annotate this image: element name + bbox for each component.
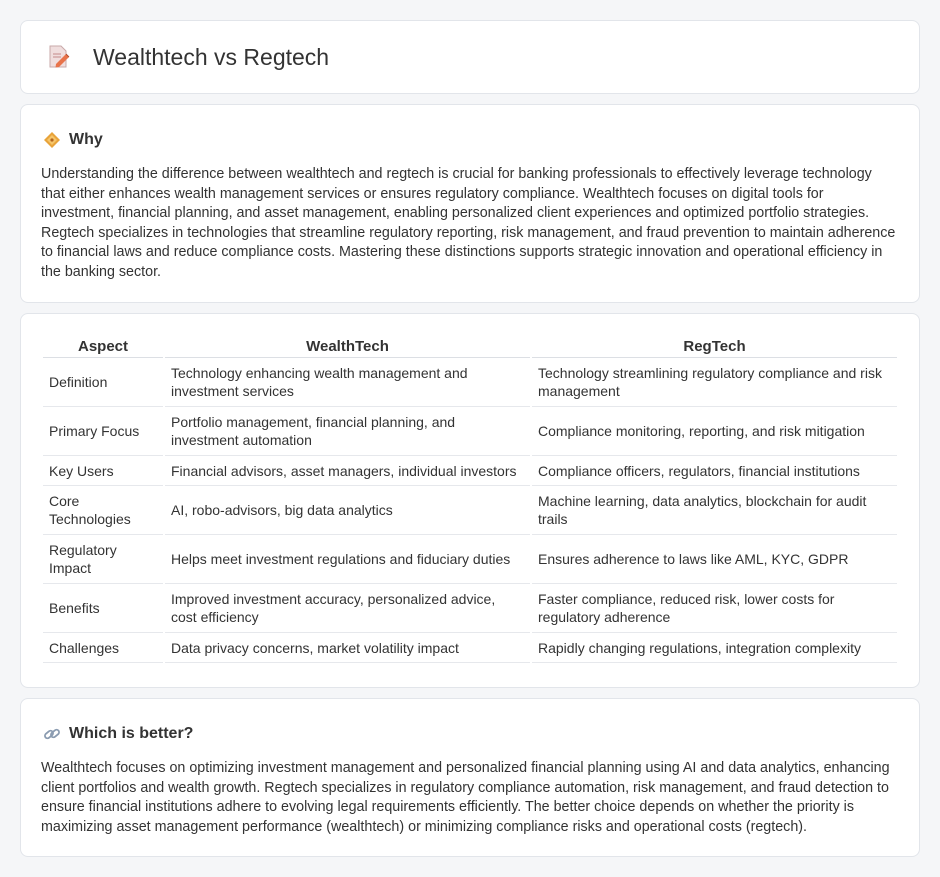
table-row <box>43 407 897 456</box>
table-cell: Compliance officers, regulators, financial institutions <box>532 456 897 486</box>
table-cell: Technology enhancing wealth management and investment services <box>165 358 530 407</box>
table-row <box>43 456 897 486</box>
table-cell: Definition <box>43 358 163 407</box>
table-cell: Compliance monitoring, reporting, and risk mitigation <box>532 407 897 456</box>
table-cell: Machine learning, data analytics, blockchain for audit trails <box>532 486 897 535</box>
table-cell: Challenges <box>43 633 163 663</box>
table-row <box>43 633 897 663</box>
table-cell: Improved investment accuracy, personalized advice, cost efficiency <box>165 584 530 633</box>
title-card <box>20 20 920 94</box>
table-cell: Benefits <box>43 584 163 633</box>
comparison-table <box>41 336 899 663</box>
column-header: WealthTech <box>165 336 530 358</box>
table-row <box>43 358 897 407</box>
better-title: Which is better? <box>69 724 194 742</box>
why-title: Why <box>69 130 103 148</box>
table-cell: Rapidly changing regulations, integration complexity <box>532 633 897 663</box>
table-cell: Technology streamlining regulatory compliance and risk management <box>532 358 897 407</box>
table-cell: Regulatory Impact <box>43 535 163 584</box>
better-paragraph: Wealthtech focuses on optimizing investment management and personalized financial planning using AI and data analytics, enhancing client portfolios and wealth growth. Regtech specializes in regulatory compliance automation, risk management, and fraud detection to ensure financial institutions adhere to evolving legal requirements efficiently. The better choice depends on whether the priority is maximizing asset management performance (wealthtech) or minimizing compliance risks and operational costs (regtech). <box>41 760 890 835</box>
page-title: Wealthtech vs Regtech <box>93 43 330 70</box>
table-cell: Faster compliance, reduced risk, lower costs for regulatory adherence <box>532 584 897 633</box>
table-header-row <box>43 336 897 358</box>
table-cell: Ensures adherence to laws like AML, KYC, GDPR <box>532 535 897 584</box>
table-cell: Portfolio management, financial planning, and investment automation <box>165 407 530 456</box>
column-header: RegTech <box>532 336 897 358</box>
table-cell: Key Users <box>43 456 163 486</box>
comparison-section <box>20 313 920 688</box>
why-paragraph: Understanding the difference between wealthtech and regtech is crucial for banking professionals to effectively leverage technology that either enhances wealth management services or ensures regulatory compliance. Wealthtech focuses on digital tools for investment, financial planning, and asset management, enabling personalized client experiences and optimized portfolio strategies. Regtech specializes in technologies that streamline regulatory reporting, risk management, and fraud prevention to maintain adherence to financial laws and reduce compliance costs. Mastering these distinctions supports strategic innovation and operational efficiency in the banking sector. <box>41 166 896 280</box>
diamond-icon <box>43 131 61 149</box>
table-row <box>43 535 897 584</box>
table-row <box>43 486 897 535</box>
table-cell: Primary Focus <box>43 407 163 456</box>
table-cell: AI, robo-advisors, big data analytics <box>165 486 530 535</box>
document-pencil-icon <box>47 44 71 70</box>
better-section <box>20 698 920 857</box>
column-header: Aspect <box>43 336 163 358</box>
table-cell: Helps meet investment regulations and fiduciary duties <box>165 535 530 584</box>
why-section <box>20 104 920 303</box>
table-row <box>43 584 897 633</box>
table-cell: Financial advisors, asset managers, individual investors <box>165 456 530 486</box>
table-cell: Data privacy concerns, market volatility impact <box>165 633 530 663</box>
link-icon <box>43 725 61 743</box>
table-cell: Core Technologies <box>43 486 163 535</box>
